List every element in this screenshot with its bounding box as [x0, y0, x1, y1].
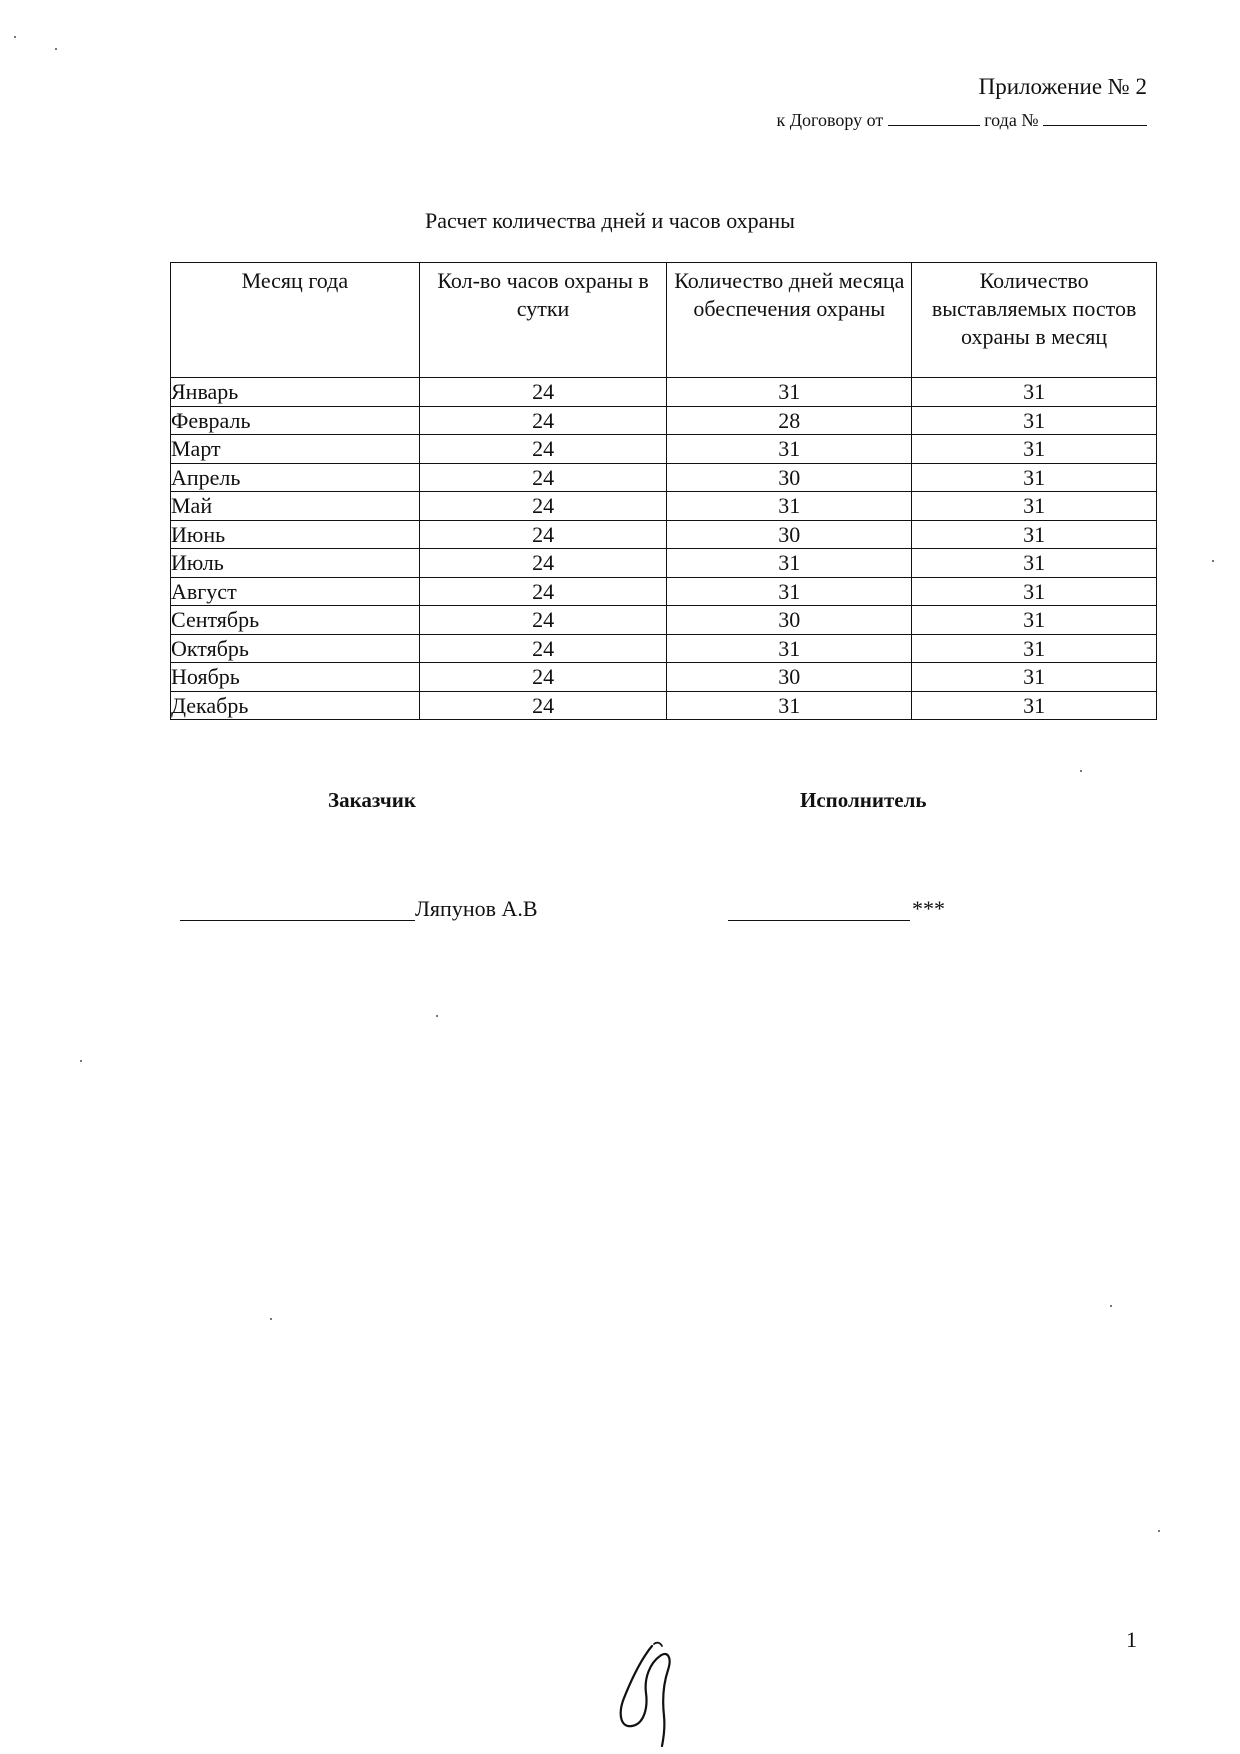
month-cell: Май: [171, 492, 420, 521]
table-header-row: [171, 263, 1157, 378]
days-cell: 30: [667, 606, 912, 635]
month-cell: Февраль: [171, 406, 420, 435]
month-cell: Сентябрь: [171, 606, 420, 635]
days-cell: 28: [667, 406, 912, 435]
month-cell: Апрель: [171, 463, 420, 492]
scan-speck: [1110, 1305, 1112, 1307]
days-cell: 31: [667, 492, 912, 521]
month-cell: Январь: [171, 378, 420, 407]
customer-label: Заказчик: [328, 788, 416, 812]
scan-speck: [270, 1318, 272, 1320]
days-cell: 30: [667, 463, 912, 492]
scan-speck: [1080, 770, 1082, 772]
hours-cell: 24: [419, 492, 667, 521]
hours-cell: 24: [419, 549, 667, 578]
column-header-posts: Количество выставляемых постов охраны в месяц: [912, 263, 1157, 378]
appendix-heading: Приложение № 2: [978, 74, 1147, 99]
hours-cell: 24: [419, 606, 667, 635]
hours-cell: 24: [419, 378, 667, 407]
executor-name: ***: [912, 896, 945, 921]
posts-cell: 31: [912, 406, 1157, 435]
days-cell: 30: [667, 520, 912, 549]
contract-date-blank: [888, 108, 980, 126]
days-cell: 30: [667, 663, 912, 692]
table-row: [171, 463, 1157, 492]
days-cell: 31: [667, 577, 912, 606]
posts-cell: 31: [912, 463, 1157, 492]
hours-cell: 24: [419, 406, 667, 435]
handwritten-initial-mark: [612, 1638, 682, 1748]
document-title: Расчет количества дней и часов охраны: [425, 208, 795, 233]
contract-reference: [700, 108, 1147, 131]
posts-cell: 31: [912, 549, 1157, 578]
page-number: 1: [1126, 1627, 1137, 1652]
month-cell: Июль: [171, 549, 420, 578]
table-row: [171, 406, 1157, 435]
contract-year-label: года №: [984, 110, 1039, 130]
days-cell: 31: [667, 634, 912, 663]
table-row: [171, 663, 1157, 692]
scan-speck: [436, 1015, 438, 1017]
table-row: [171, 520, 1157, 549]
column-header-hours: Кол-во часов охраны в сутки: [419, 263, 667, 378]
hours-cell: 24: [419, 634, 667, 663]
posts-cell: 31: [912, 492, 1157, 521]
posts-cell: 31: [912, 378, 1157, 407]
month-cell: Декабрь: [171, 691, 420, 720]
hours-cell: 24: [419, 663, 667, 692]
guard-schedule-table: [170, 262, 1157, 720]
executor-signature-line: [728, 920, 910, 921]
posts-cell: 31: [912, 520, 1157, 549]
scan-speck: [80, 1060, 82, 1062]
table-row: [171, 634, 1157, 663]
posts-cell: 31: [912, 663, 1157, 692]
posts-cell: 31: [912, 606, 1157, 635]
customer-signature-line: [180, 920, 415, 921]
table-row: [171, 492, 1157, 521]
posts-cell: 31: [912, 577, 1157, 606]
table-row: [171, 691, 1157, 720]
column-header-month: Месяц года: [171, 263, 420, 378]
posts-cell: 31: [912, 691, 1157, 720]
hours-cell: 24: [419, 520, 667, 549]
scan-speck: [14, 36, 16, 38]
month-cell: Август: [171, 577, 420, 606]
contract-prefix: к Договору от: [776, 110, 884, 130]
posts-cell: 31: [912, 634, 1157, 663]
days-cell: 31: [667, 691, 912, 720]
month-cell: Ноябрь: [171, 663, 420, 692]
days-cell: 31: [667, 549, 912, 578]
scan-speck: [1212, 560, 1214, 562]
hours-cell: 24: [419, 577, 667, 606]
table-row: [171, 606, 1157, 635]
executor-label: Исполнитель: [800, 788, 927, 812]
table-row: [171, 577, 1157, 606]
customer-name: Ляпунов А.В: [415, 896, 538, 921]
month-cell: Март: [171, 435, 420, 464]
table-row: [171, 549, 1157, 578]
month-cell: Июнь: [171, 520, 420, 549]
month-cell: Октябрь: [171, 634, 420, 663]
scan-speck: [1158, 1530, 1160, 1532]
posts-cell: 31: [912, 435, 1157, 464]
contract-number-blank: [1043, 108, 1147, 126]
hours-cell: 24: [419, 691, 667, 720]
days-cell: 31: [667, 435, 912, 464]
column-header-days: Количество дней месяца обеспечения охраны: [667, 263, 912, 378]
table-row: [171, 378, 1157, 407]
table-row: [171, 435, 1157, 464]
hours-cell: 24: [419, 435, 667, 464]
days-cell: 31: [667, 378, 912, 407]
scan-speck: [55, 48, 57, 50]
hours-cell: 24: [419, 463, 667, 492]
